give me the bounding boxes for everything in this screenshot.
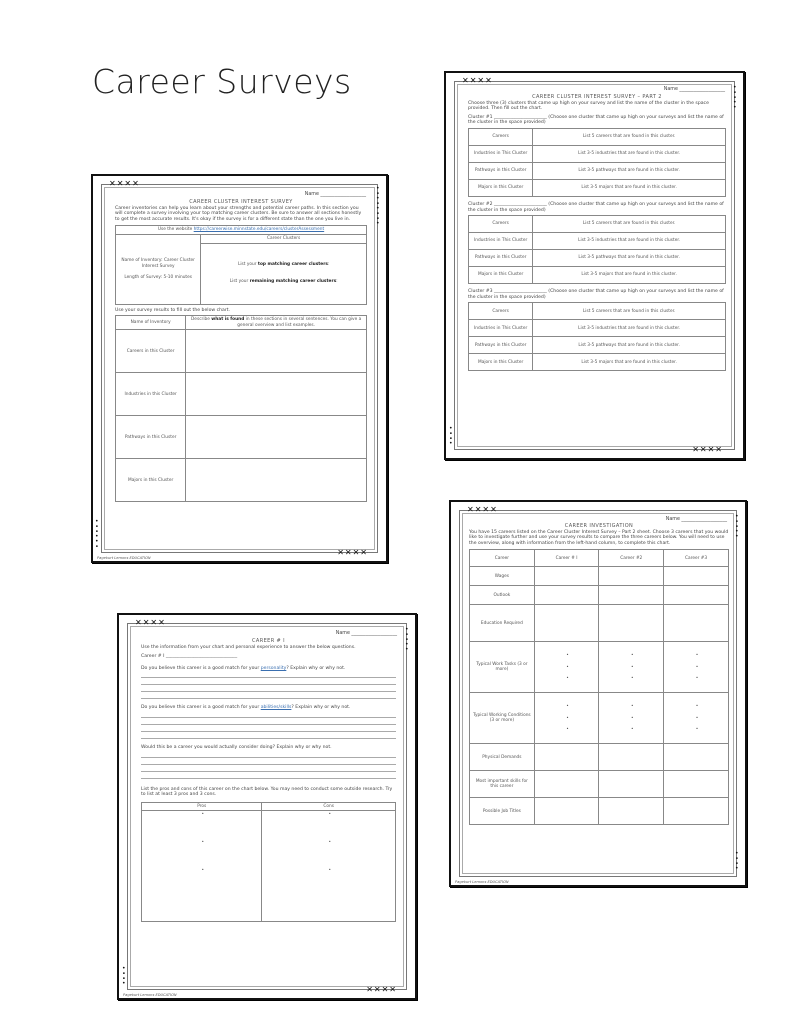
worksheet-career-investigation: ✕✕✕✕ • ∙ ∙ • • • ∙ ∙ • Name ___________________ CAREER INVESTIGATION You have 15 careers listed on the Career Cluster Interest Survey – Part 2 sheet. Choose 3 careers that you would like to investigate further and use your survey results to compare the three careers below. You will need to use the overview, along with information from the left-hand column, to complete this chart. Career Career # I Career #2 Career #3 Wages Outlook Education Required Typical Work Tasks (3 or more) • • • • • • • • • Typical Working Conditions (3 or more) • • • • • • • • • Physical Demands Most important skills for this career Possible Job Titles Pagekurt Lemons EDUCATION (449, 500, 747, 887)
worksheet-cluster-survey: ✕✕✕✕ ✕✕✕✕ • ∙ • ∙ • ∙ ∙ • • ∙ ∙ • • ∙ Name ___________________ CAREER CLUSTER INTEREST SURVEY Career inventories can help you learn about your strengths and potential career paths. In this section you will complete a survey involving your top matching career clusters. Be sure to answer all sections honestly to get the most accurate results. It's okay if the survey is for a different state than the one you live in. Use the website https://careerwise.minnstate.edu/careers/clusterAssessment Name of Inventory: Career Cluster Interest Survey Length of Survey: 5-10 minutes Career Clusters List your top matching career clusters: List your remaining matching career clusters: Use your survey results to fill out the below chart. Name of Inventory Describe what is found in these sections in several sentences. You can give a general overview and list examples. Careers in this Cluster Industries in this Cluster Pathways in this Cluster Majors in this Cluster Pagekurt Lemons EDUCATION (91, 174, 388, 563)
name-field: Name ___________________ (304, 192, 366, 197)
worksheet-career-1: ✕✕✕✕ ✕✕✕✕ • ∙ ∙ • • • ∙ ∙ • Name ___________________ CAREER # I Use the information from your chart and personal experience to answer the below questions. Career # I _______________________________ Do you believe this career is a good match for your personality? Explain why or why not. Do you believe this career is a good match for your abilities/skills? Explain why or why not. Would this be a career you would actually consider doing? Explain why or why not. List the pros and cons of this career on the chart below. You may need to conduct some outside research. Try to list at least 3 pros and 3 cons. Pros Cons • • • • • • Pagekurt Lemons EDUCATION (117, 613, 417, 1000)
col-header: Career Clusters (201, 234, 367, 243)
sheet-title: CAREER CLUSTER INTEREST SURVEY – PART 2 (532, 94, 662, 100)
page-title: Career Surveys (92, 62, 352, 101)
doodle-decoration: ✕✕✕✕ (109, 179, 140, 188)
doodle-decoration: ✕✕✕✕ (337, 548, 368, 557)
intro-text: Career inventories can help you learn about your strengths and potential career paths. In this section you will complete a survey involving your top matching career clusters. Be sure to answer all sections honestly to get the most accurate results. It's okay if the survey is for a different state than the one you live in. (115, 205, 362, 222)
sheet-title: CAREER # I (251, 638, 286, 644)
name-field: Name ___________________ (665, 517, 727, 522)
sheet-title: CAREER INVESTIGATION (564, 523, 634, 529)
name-field: Name ___________________ (335, 631, 397, 636)
footer-logo: Pagekurt Lemons EDUCATION (123, 993, 177, 997)
website-link[interactable]: https://careerwise.minnstate.edu/careers/clusterAssessment (193, 227, 325, 233)
sheet-title: CAREER CLUSTER INTEREST SURVEY (189, 199, 293, 205)
worksheet-cluster-survey-part2: ✕✕✕✕ ✕✕✕✕ • ∙ ∙ • • • ∙ ∙ • Name ___________________ CAREER CLUSTER INTEREST SURVEY – PART 2 Choose three (3) clusters that came up high on your survey and list the name of the cluster in the space provided. Then fill out the chart. Cluster #1 _______________________ (Choose one cluster that came up high on your surveys and list the name of the cluster in the space provided) Careers List 5 careers that are found in this cluster. Industries in This Cluster List 3-5 industries that are found in this cluster. Pathways in this Cluster List 3-5 pathways that are found in this cluster. Majors in this Cluster List 3-5 majors that are found in this cluster. Cluster #2 _______________________ (Choose one cluster that came up high on your surveys and list the name of the cluster in the space provided) Careers List 5 careers that are found in this cluster. Industries in This Cluster List 3-5 industries that are found in this cluster. Pathways in this Cluster List 3-5 pathways that are found in this cluster. Majors in this Cluster List 3-5 majors that are found in this cluster. Cluster #3 _______________________ (Choose one cluster that came up high on your surveys and list the name of the cluster in the space provided) Careers List 5 careers that are found in this cluster. Industries in This Cluster List 3-5 industries that are found in this cluster. Pathways in this Cluster List 3-5 pathways that are found in this cluster. Majors in this Cluster List 3-5 majors that are found in this cluster. (444, 71, 745, 460)
name-field: Name ___________________ (663, 87, 725, 92)
footer-logo: Pagekurt Lemons EDUCATION (97, 556, 151, 560)
footer-logo: Pagekurt Lemons EDUCATION (455, 880, 509, 884)
